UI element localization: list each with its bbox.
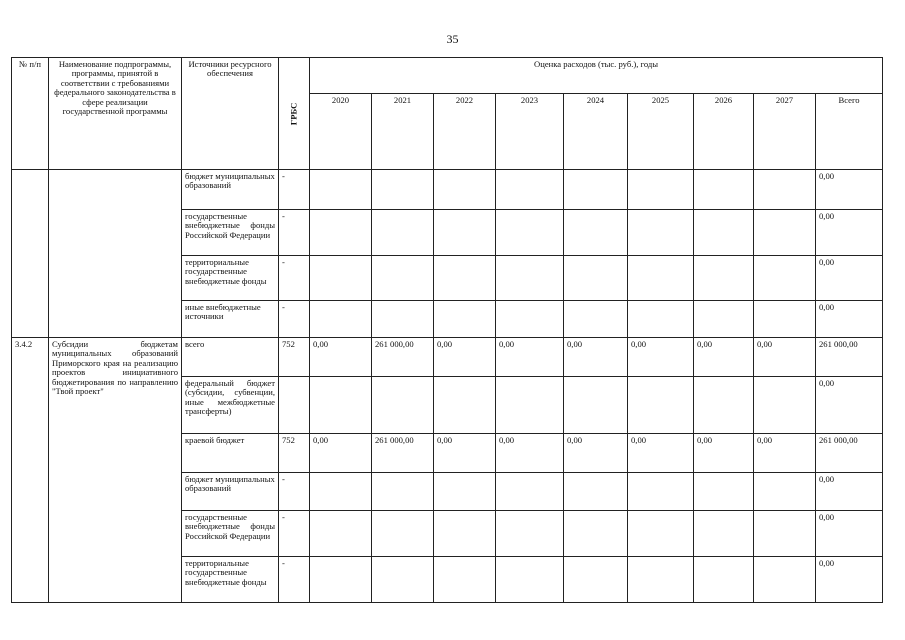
total-cell: 0,00 <box>816 256 883 301</box>
value-cell <box>310 473 372 511</box>
total-cell: 261 000,00 <box>816 338 883 377</box>
section-name: Субсидии бюджетам муниципальных образований Приморского края на реализацию проектов инициативного бюджетирования по направлению "Твой проект" <box>49 338 182 603</box>
value-cell: 0,00 <box>564 434 628 473</box>
header-year: 2026 <box>694 94 754 170</box>
value-cell <box>694 170 754 210</box>
value-cell <box>434 256 496 301</box>
grbs-cell: - <box>279 170 310 210</box>
value-cell <box>434 210 496 256</box>
grbs-cell: - <box>279 210 310 256</box>
value-cell <box>628 511 694 557</box>
source-cell: территориальные государственные внебюджетные фонды <box>182 256 279 301</box>
value-cell <box>496 377 564 434</box>
header-year: 2025 <box>628 94 694 170</box>
value-cell <box>694 511 754 557</box>
budget-table <box>11 57 883 603</box>
value-cell <box>628 301 694 338</box>
value-cell <box>434 301 496 338</box>
grbs-cell: - <box>279 557 310 603</box>
header-program-name: Наименование подпрограммы, программы, принятой в соответствии с требованиями федерального законодательства в сфере реализации государственной программы <box>49 58 182 170</box>
source-cell: всего <box>182 338 279 377</box>
value-cell: 0,00 <box>628 434 694 473</box>
value-cell <box>496 473 564 511</box>
header-year: 2021 <box>372 94 434 170</box>
grbs-cell <box>279 377 310 434</box>
value-cell <box>564 473 628 511</box>
value-cell <box>310 210 372 256</box>
header-year: 2023 <box>496 94 564 170</box>
total-cell: 0,00 <box>816 301 883 338</box>
value-cell <box>434 473 496 511</box>
value-cell <box>496 256 564 301</box>
source-cell: бюджет муниципальных образований <box>182 473 279 511</box>
value-cell <box>628 210 694 256</box>
value-cell: 261 000,00 <box>372 434 434 473</box>
value-cell <box>564 301 628 338</box>
value-cell: 0,00 <box>310 434 372 473</box>
total-cell: 0,00 <box>816 170 883 210</box>
value-cell <box>496 511 564 557</box>
value-cell <box>754 256 816 301</box>
table-row <box>12 170 883 210</box>
value-cell <box>754 557 816 603</box>
value-cell: 0,00 <box>754 434 816 473</box>
page-number: 35 <box>446 32 459 46</box>
total-cell: 0,00 <box>816 511 883 557</box>
value-cell <box>310 301 372 338</box>
source-cell: государственные внебюджетные фонды Российской Федерации <box>182 511 279 557</box>
value-cell <box>434 557 496 603</box>
header-total: Всего <box>816 94 883 170</box>
total-cell: 0,00 <box>816 210 883 256</box>
value-cell <box>434 170 496 210</box>
value-cell <box>564 170 628 210</box>
value-cell <box>372 301 434 338</box>
source-cell: федеральный бюджет (субсидии, субвенции, иные межбюджетные трансферты) <box>182 377 279 434</box>
value-cell <box>754 511 816 557</box>
value-cell: 0,00 <box>754 338 816 377</box>
value-cell <box>754 170 816 210</box>
value-cell <box>564 256 628 301</box>
value-cell: 0,00 <box>694 338 754 377</box>
grbs-cell: 752 <box>279 338 310 377</box>
value-cell <box>694 377 754 434</box>
value-cell <box>496 170 564 210</box>
header-year: 2024 <box>564 94 628 170</box>
header-year: 2020 <box>310 94 372 170</box>
total-cell: 0,00 <box>816 557 883 603</box>
value-cell <box>372 170 434 210</box>
grbs-cell: - <box>279 511 310 557</box>
value-cell <box>628 170 694 210</box>
grbs-cell: - <box>279 256 310 301</box>
value-cell: 0,00 <box>310 338 372 377</box>
value-cell <box>310 377 372 434</box>
value-cell <box>694 256 754 301</box>
value-cell <box>496 301 564 338</box>
total-cell: 0,00 <box>816 473 883 511</box>
value-cell <box>310 256 372 301</box>
header-grbs-label: ГРБС <box>288 102 299 125</box>
source-cell: территориальные государственные внебюджетные фонды <box>182 557 279 603</box>
value-cell: 0,00 <box>694 434 754 473</box>
value-cell <box>310 170 372 210</box>
value-cell: 0,00 <box>628 338 694 377</box>
value-cell <box>628 256 694 301</box>
value-cell <box>754 301 816 338</box>
source-cell: краевой бюджет <box>182 434 279 473</box>
value-cell <box>628 557 694 603</box>
source-cell: бюджет муниципальных образований <box>182 170 279 210</box>
value-cell <box>310 511 372 557</box>
value-cell <box>694 210 754 256</box>
header-estimate: Оценка расходов (тыс. руб.), годы <box>310 58 883 94</box>
total-cell: 261 000,00 <box>816 434 883 473</box>
header-source: Источники ресурсного обеспечения <box>182 58 279 170</box>
section-num: 3.4.2 <box>12 338 49 603</box>
header-year: 2027 <box>754 94 816 170</box>
value-cell: 0,00 <box>434 338 496 377</box>
value-cell <box>694 473 754 511</box>
value-cell: 261 000,00 <box>372 338 434 377</box>
value-cell <box>564 511 628 557</box>
total-cell: 0,00 <box>816 377 883 434</box>
value-cell <box>372 210 434 256</box>
value-cell <box>628 377 694 434</box>
value-cell: 0,00 <box>496 434 564 473</box>
grbs-cell: - <box>279 473 310 511</box>
header-grbs <box>279 58 310 170</box>
value-cell <box>310 557 372 603</box>
value-cell <box>694 557 754 603</box>
num-cell <box>12 170 49 338</box>
grbs-cell: - <box>279 301 310 338</box>
header-num: № п/п <box>12 58 49 170</box>
value-cell <box>754 473 816 511</box>
grbs-cell: 752 <box>279 434 310 473</box>
source-cell: государственные внебюджетные фонды Российской Федерации <box>182 210 279 256</box>
value-cell <box>496 557 564 603</box>
value-cell <box>564 210 628 256</box>
value-cell <box>628 473 694 511</box>
value-cell <box>434 377 496 434</box>
header-year: 2022 <box>434 94 496 170</box>
value-cell: 0,00 <box>564 338 628 377</box>
value-cell <box>372 511 434 557</box>
value-cell <box>564 557 628 603</box>
value-cell <box>496 210 564 256</box>
value-cell <box>372 377 434 434</box>
value-cell: 0,00 <box>496 338 564 377</box>
value-cell: 0,00 <box>434 434 496 473</box>
value-cell <box>372 473 434 511</box>
value-cell <box>434 511 496 557</box>
source-cell: иные внебюджетные источники <box>182 301 279 338</box>
value-cell <box>372 557 434 603</box>
table-row <box>12 338 883 377</box>
value-cell <box>754 210 816 256</box>
name-cell <box>49 170 182 338</box>
value-cell <box>372 256 434 301</box>
value-cell <box>564 377 628 434</box>
value-cell <box>694 301 754 338</box>
value-cell <box>754 377 816 434</box>
